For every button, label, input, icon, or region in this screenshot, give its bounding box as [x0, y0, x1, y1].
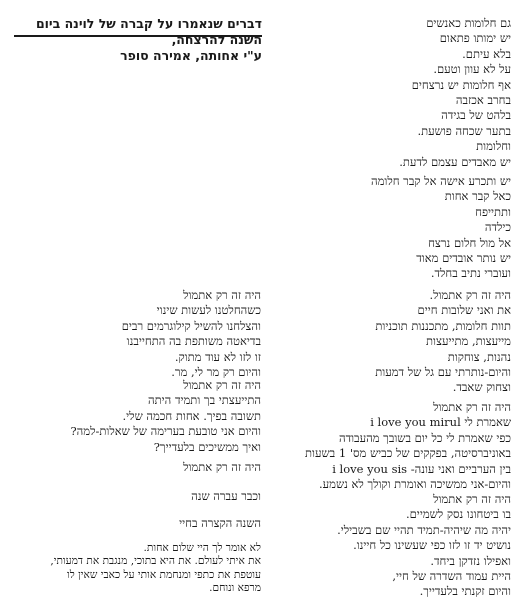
- verse-line: יהיה מה שיהיה-תמיד תהיי שם בשבילי.: [337, 522, 511, 537]
- verse-line: כפי שאמרת לי כל יום בשובך מהעבודה: [338, 430, 511, 445]
- verse-line: התייעצתי בך ותמיד היתה: [148, 393, 261, 408]
- right-stanza-4: [305, 400, 511, 492]
- verse-line: אל מול חלום נרצח: [428, 235, 511, 250]
- right-stanza-2: [371, 174, 511, 282]
- verse-line: והיום רק מר לי, מר.: [171, 365, 261, 380]
- verse-line: גם חלומות כאנשים: [426, 16, 511, 30]
- verse-line: היה זה רק אתמול: [183, 460, 261, 474]
- verse-line: שאמרת לי i love you mirul: [370, 415, 511, 430]
- left-stanza-6: [50, 542, 261, 596]
- verse-line: על לא עוון וטעם.: [433, 62, 511, 77]
- verse-line: לא אומר לך היי שלום אחות.: [143, 542, 261, 554]
- left-stanza-1: [122, 288, 261, 380]
- verse-line: יש ימותו פתאום: [439, 31, 511, 46]
- verse-line: זו לזו לא עוד מתוק.: [174, 349, 261, 364]
- verse-line: היה זה רק אתמול: [183, 288, 261, 302]
- left-stanza-3: [183, 460, 261, 475]
- verse-line: וחלומות: [476, 139, 511, 154]
- verse-line: היה זה רק אתמול: [433, 400, 511, 414]
- verse-line: מרפא ונוחם.: [209, 582, 261, 595]
- verse-line: את איתי לעולם. את היא בתוכי, מנגבת את דמעותי,: [50, 555, 261, 568]
- verse-line: וכבר עברה שנה: [191, 489, 261, 503]
- left-stanza-5: [179, 516, 261, 531]
- verse-line: ועוברי נתיב בחלד.: [430, 266, 511, 281]
- verse-line: ואיך ממשיכים בלעדייך?: [153, 439, 261, 454]
- verse-line: היית עמוד השדרה של חיי,: [392, 569, 511, 584]
- verse-line: בין הערביים ואני עונה- i love you sis: [332, 461, 511, 476]
- verse-line: והיום זקנתי בלעדייך.: [419, 584, 511, 599]
- verse-line: היה זה רק אתמול: [183, 378, 261, 392]
- verse-line: בחרב אכזבה: [455, 93, 511, 108]
- verse-line: כילדה: [484, 220, 511, 235]
- right-stanza-5: [337, 492, 511, 600]
- verse-line: את ואני שלובות חיים: [417, 303, 511, 318]
- verse-line: והיום אני טובעת בערימה של שאלות-למה?: [70, 424, 261, 439]
- verse-line: יש מאבדים עצמם לדעת.: [399, 154, 511, 169]
- verse-line: יש ותכרע אישה אל קבר חלומה: [370, 174, 511, 188]
- title-underline: [14, 35, 262, 37]
- verse-line: ואפילו נזדקן ביחד.: [430, 553, 511, 568]
- verse-line: אף חלומות יש נרצחים: [411, 77, 511, 92]
- verse-line: השנה הקצרה בחיי: [179, 516, 261, 530]
- left-stanza-2: [71, 378, 262, 455]
- verse-line: ותתייפח: [475, 204, 511, 219]
- verse-line: כאל קבר אחות: [444, 189, 511, 204]
- title-line-2: ע"י אחותה, אמירה סופר: [120, 48, 262, 63]
- verse-line: והיום-אני ממשיכה ואומרת וקולך לא נשמע.: [318, 477, 511, 492]
- verse-line: בלהט של בגידה: [441, 108, 511, 123]
- verse-line: וצחוק שאבד.: [452, 380, 511, 395]
- verse-line: והיום-נותרתי עם גל של דמעות: [375, 365, 511, 380]
- verse-line: בו ביטחונו נסק לשמיים.: [405, 507, 511, 522]
- verse-line: עוטפת את כתפי ומנחמת אותי על כאבי שאין לו: [67, 568, 261, 581]
- right-stanza-3: [375, 288, 511, 396]
- title-line-1: דברים שנאמרו על קברה של לוינה ביום השנה להרצחה,: [35, 16, 262, 47]
- verse-line: היה זה רק אתמול.: [429, 288, 511, 302]
- verse-line: נושיט יד זו לזו כפי שעשינו כל חיינו.: [353, 538, 511, 553]
- verse-line: והצלחנו להשיל קילוגרמים רבים: [121, 318, 261, 333]
- verse-line: בלא עיתם.: [462, 46, 511, 61]
- verse-line: מייעצות, מתייעצות: [426, 334, 511, 349]
- verse-line: תוות חלומות, מתכננות תוכניות: [375, 318, 511, 333]
- verse-line: כשהחלטנו לעשות שינוי: [156, 303, 261, 318]
- left-stanza-4: [191, 489, 261, 504]
- verse-line: היה זה רק אתמול: [433, 492, 511, 506]
- right-stanza-1: [399, 16, 511, 170]
- verse-line: באוניברסיטה, בפקקים של כביש מס' 1 בשעות: [305, 446, 511, 461]
- poem-title: [14, 16, 262, 64]
- verse-line: יש נותר אובדים מאוד: [416, 251, 511, 266]
- verse-line: בתער שכחה פושעת.: [417, 123, 511, 138]
- verse-line: בדיאטה משותפת בה התחייבנו: [126, 334, 261, 349]
- verse-line: נהנות, צוחקות: [447, 349, 511, 364]
- verse-line: תשובה בפיך. אחות חכמה שלי.: [122, 408, 261, 423]
